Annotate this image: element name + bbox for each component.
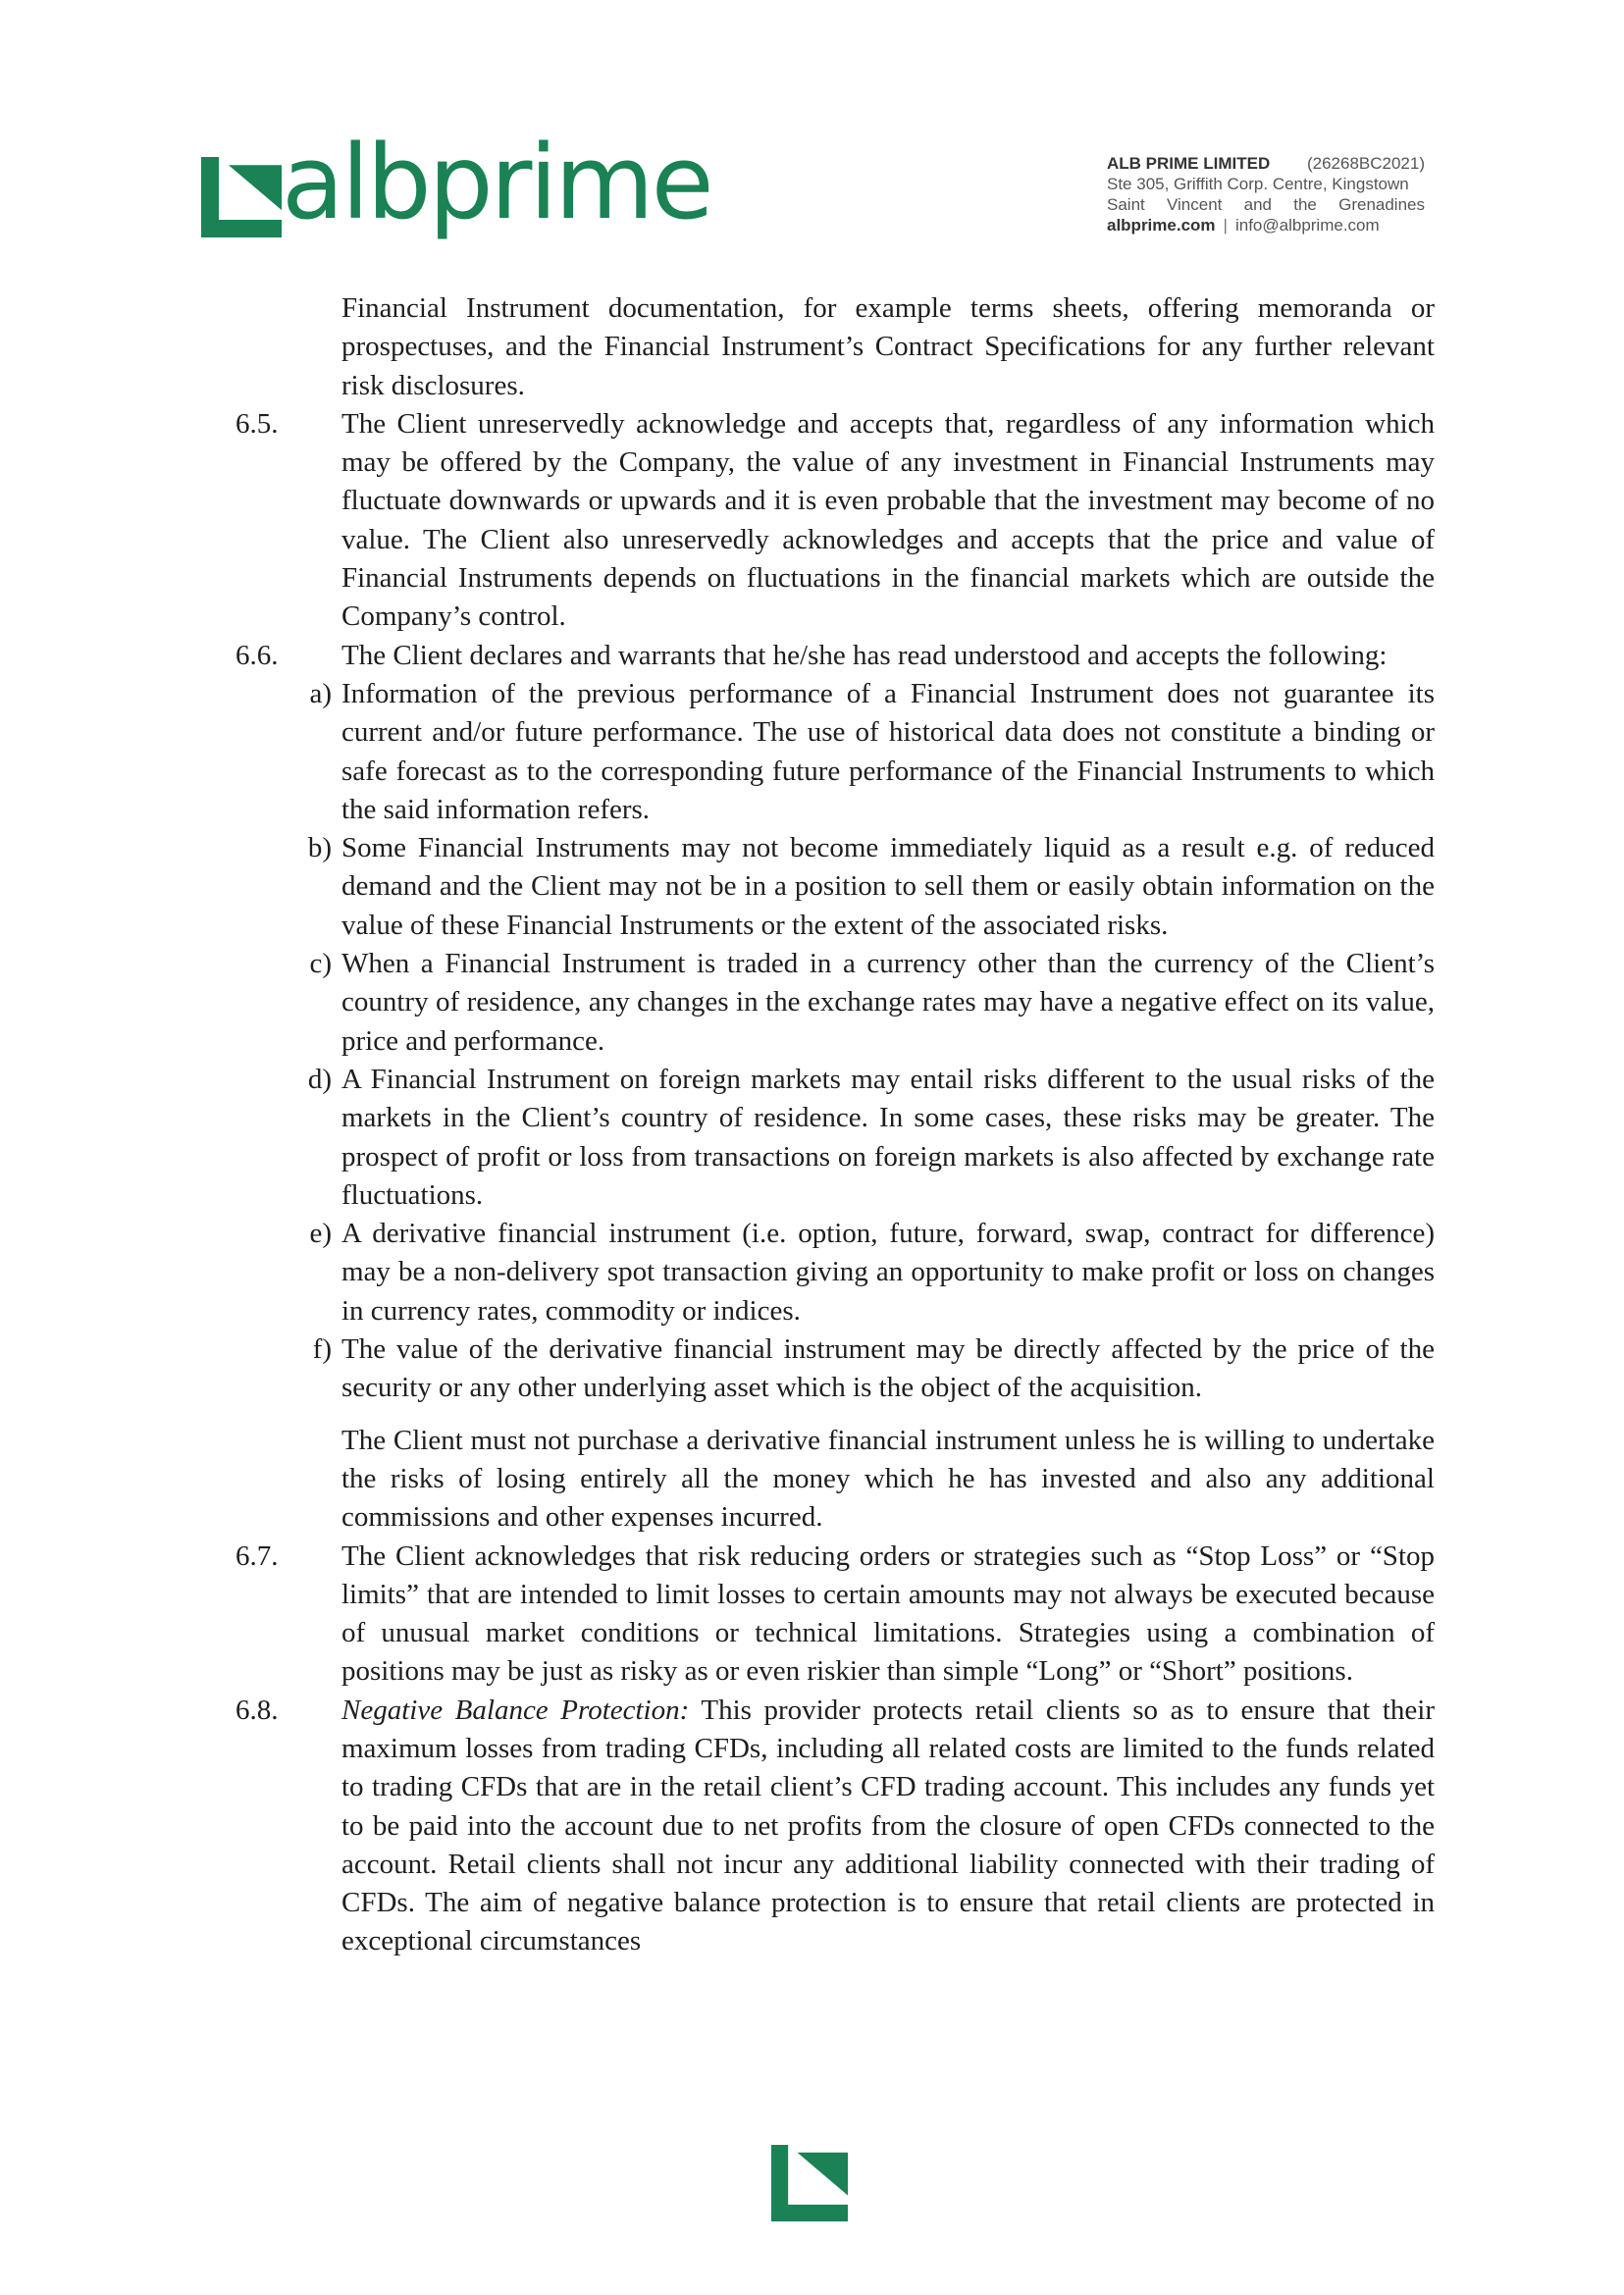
list-text: A Financial Instrument on foreign markets may entail risks different to the usual risks of the markets in the Client’s country of residence. In some cases, these risks may be greater. The prospect of profit or loss from transactions on foreign markets is also affected by exchange rate fluctuations. xyxy=(341,1063,1435,1211)
list-letter: a) xyxy=(309,677,332,709)
list-text: Some Financial Instruments may not become immediately liquid as a result e.g. of reduced demand and the Client may not be in a position to sell them or easily obtain information on the value of these Financial Instruments or the extent of the associated risks. xyxy=(341,832,1435,941)
list-text: When a Financial Instrument is traded in a currency other than the currency of the Client’s country of residence, any changes in the exchange rates may have a negative effect on its value, price and performance. xyxy=(341,948,1435,1057)
contact-separator: | xyxy=(1223,216,1228,235)
list-item-e xyxy=(236,1215,1435,1330)
list-letter: f) xyxy=(312,1333,332,1366)
albprime-logo-mark-icon xyxy=(201,157,282,237)
section-text: The Client declares and warrants that he/she has read understood and accepts the following: xyxy=(341,639,1388,671)
section-number: 6.8. xyxy=(236,1694,279,1726)
section-6-8 xyxy=(236,1692,1435,1961)
albprime-logo xyxy=(201,123,711,249)
list-item-f xyxy=(236,1330,1435,1408)
list-text: The value of the derivative financial instrument may be directly affected by the price of the security or any other underlying asset which is the object of the acquisition. xyxy=(341,1333,1435,1404)
list-text: Information of the previous performance of a Financial Instrument does not guarantee its current and/or future performance. The use of historical data does not constitute a binding or safe forecast as to the corresponding future performance of the Financial Instruments to which the said information refers. xyxy=(341,677,1435,825)
section-6-6 xyxy=(236,637,1435,675)
list-letter: e) xyxy=(309,1218,332,1250)
address-line1: Ste 305, Griffith Corp. Centre, Kingstown xyxy=(1107,175,1409,193)
list-item-c xyxy=(236,945,1435,1061)
address-word: Grenadines xyxy=(1338,195,1425,214)
section-text: The Client acknowledges that risk reducing orders or strategies such as “Stop Loss” or “Stop limits” that are intended to limit losses to certain amounts may not always be executed because of unusual market conditions or technical limitations. Strategies using a combination of positions may be just as risky as or even riskier than simple “Long” or “Short” positions. xyxy=(341,1539,1435,1688)
section-text: The Client unreservedly acknowledge and accepts that, regardless of any information which may be offered by the Company, the value of any investment in Financial Instruments may fluctuate downwards or upwards and it is even probable that the investment may become of no value. The Client also unreservedly acknowledges and accepts that the price and value of Financial Instruments depends on fluctuations in the financial markets which are outside the Company’s control. xyxy=(341,407,1435,633)
section-text xyxy=(341,1692,1435,1961)
company-address-line2 xyxy=(1107,194,1425,215)
document-body xyxy=(236,289,1435,1961)
list-letter: d) xyxy=(307,1063,332,1095)
derivative-warning-paragraph: The Client must not purchase a derivative financial instrument unless he is willing to undertake the risks of losing entirely all the money which he has invested and also any additional commissions and other expenses incurred. xyxy=(341,1424,1435,1534)
section-6-5 xyxy=(236,405,1435,637)
company-address-line1 xyxy=(1107,174,1425,194)
company-registration: (26268BC2021) xyxy=(1306,154,1425,173)
section-6-7 xyxy=(236,1538,1435,1692)
company-email-link[interactable]: info@albprime.com xyxy=(1234,216,1380,235)
address-word: the xyxy=(1293,195,1317,214)
list-item-b xyxy=(236,829,1435,945)
section-number: 6.5. xyxy=(236,407,279,440)
section-number: 6.7. xyxy=(236,1539,279,1572)
list-item-d xyxy=(236,1061,1435,1215)
list-text: A derivative financial instrument (i.e. option, future, forward, swap, contract for difference) may be a non-delivery spot transaction giving an opportunity to make profit or loss on changes in currency rates, commodity or indices. xyxy=(341,1218,1435,1327)
list-item-a xyxy=(236,675,1435,829)
intro-continuation: Financial Instrument documentation, for example terms sheets, offering memoranda or prospectuses, and the Financial Instrument’s Contract Specifications for any further relevant risk disclosures. xyxy=(341,292,1435,401)
section-number: 6.6. xyxy=(236,639,279,671)
list-letter: b) xyxy=(307,832,332,864)
company-name: ALB PRIME LIMITED xyxy=(1107,154,1271,173)
section-text-body: This provider protects retail clients so as to ensure that their maximum losses from trading CFDs, including all related costs are limited to the funds related to trading CFDs that are in the retail client’s CFD trading account. This includes any funds yet to be paid into the account due to net profits from the closure of open CFDs connected to the account. Retail clients shall not incur any additional liability connected with their trading of CFDs. The aim of negative balance protection is to ensure that retail clients are protected in exceptional circumstances xyxy=(341,1694,1435,1957)
address-word: Saint xyxy=(1107,195,1145,214)
company-website-link[interactable]: albprime.com xyxy=(1107,216,1216,235)
address-word: and xyxy=(1243,195,1272,214)
logo-wordmark: albprime xyxy=(282,123,711,242)
albprime-footer-mark-icon xyxy=(771,2145,848,2221)
list-letter: c) xyxy=(309,948,332,980)
address-word: Vincent xyxy=(1166,195,1223,214)
company-info xyxy=(1107,153,1425,235)
section-title: Negative Balance Protection: xyxy=(341,1694,690,1726)
company-contact-line xyxy=(1107,215,1425,235)
company-name-line xyxy=(1107,153,1425,174)
